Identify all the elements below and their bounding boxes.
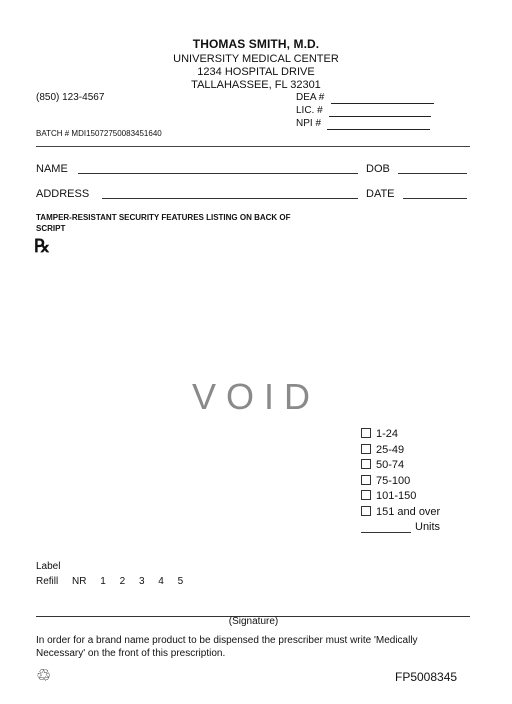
dea-label: DEA # — [296, 92, 325, 103]
refill-label: Refill — [36, 576, 59, 587]
checkbox-icon[interactable] — [361, 475, 371, 485]
recycle-icon: ♲ — [36, 666, 52, 685]
checkbox-icon[interactable] — [361, 506, 371, 516]
address-label: ADDRESS — [36, 188, 90, 200]
quantity-option-3[interactable]: 50-74 — [361, 459, 404, 471]
dob-label: DOB — [366, 163, 390, 175]
refill-row — [36, 576, 194, 587]
refill-option-3[interactable]: 3 — [138, 576, 145, 587]
checkbox-icon[interactable] — [361, 490, 371, 500]
refill-option-5[interactable]: 5 — [177, 576, 184, 587]
quantity-option-6[interactable]: 151 and over — [361, 506, 440, 518]
refill-option-nr[interactable]: NR — [72, 576, 87, 587]
quantity-option-4[interactable]: 75-100 — [361, 475, 410, 487]
npi-label: NPI # — [296, 118, 322, 129]
checkbox-icon[interactable] — [361, 444, 371, 454]
date-field[interactable] — [403, 198, 467, 199]
units-field[interactable] — [361, 532, 411, 533]
phone-number: (850) 123-4567 — [36, 92, 105, 103]
batch-number: BATCH # MDI15072750083451640 — [36, 129, 162, 138]
npi-field[interactable] — [327, 129, 430, 130]
refill-option-2[interactable]: 2 — [119, 576, 126, 587]
street-address: 1234 HOSPITAL DRIVE — [197, 66, 315, 78]
lic-field[interactable] — [329, 116, 431, 117]
city-state-zip: TALLAHASSEE, FL 32301 — [191, 79, 321, 91]
doctor-name: THOMAS SMITH, M.D. — [192, 37, 320, 51]
name-field[interactable] — [78, 173, 358, 174]
signature-label: (Signature) — [228, 616, 279, 627]
checkbox-icon[interactable] — [361, 428, 371, 438]
quantity-option-5[interactable]: 101-150 — [361, 490, 416, 502]
date-label: DATE — [366, 188, 395, 200]
quantity-option-2[interactable]: 25-49 — [361, 444, 404, 456]
dea-field[interactable] — [331, 103, 434, 104]
facility-name: UNIVERSITY MEDICAL CENTER — [173, 53, 339, 65]
security-note: TAMPER-RESISTANT SECURITY FEATURES LISTING ON BACK OF SCRIPT — [36, 213, 291, 233]
lic-label: LIC. # — [296, 105, 323, 116]
refill-option-4[interactable]: 4 — [158, 576, 164, 587]
label-text: Label — [36, 561, 61, 572]
brand-name-notice: In order for a brand name product to be dispensed the prescriber must write 'Medically Necessary' on the front of this prescription. — [36, 635, 418, 659]
name-label: NAME — [36, 163, 68, 175]
rx-icon: ℞ — [34, 236, 51, 257]
dob-field[interactable] — [398, 173, 467, 174]
address-field[interactable] — [102, 198, 358, 199]
quantity-option-1[interactable]: 1-24 — [361, 428, 398, 440]
void-watermark: VOID — [191, 376, 320, 417]
checkbox-icon[interactable] — [361, 459, 371, 469]
header-divider — [36, 146, 470, 147]
form-number: FP5008345 — [395, 670, 458, 684]
units-label: Units — [415, 521, 441, 533]
refill-option-1[interactable]: 1 — [100, 576, 106, 587]
